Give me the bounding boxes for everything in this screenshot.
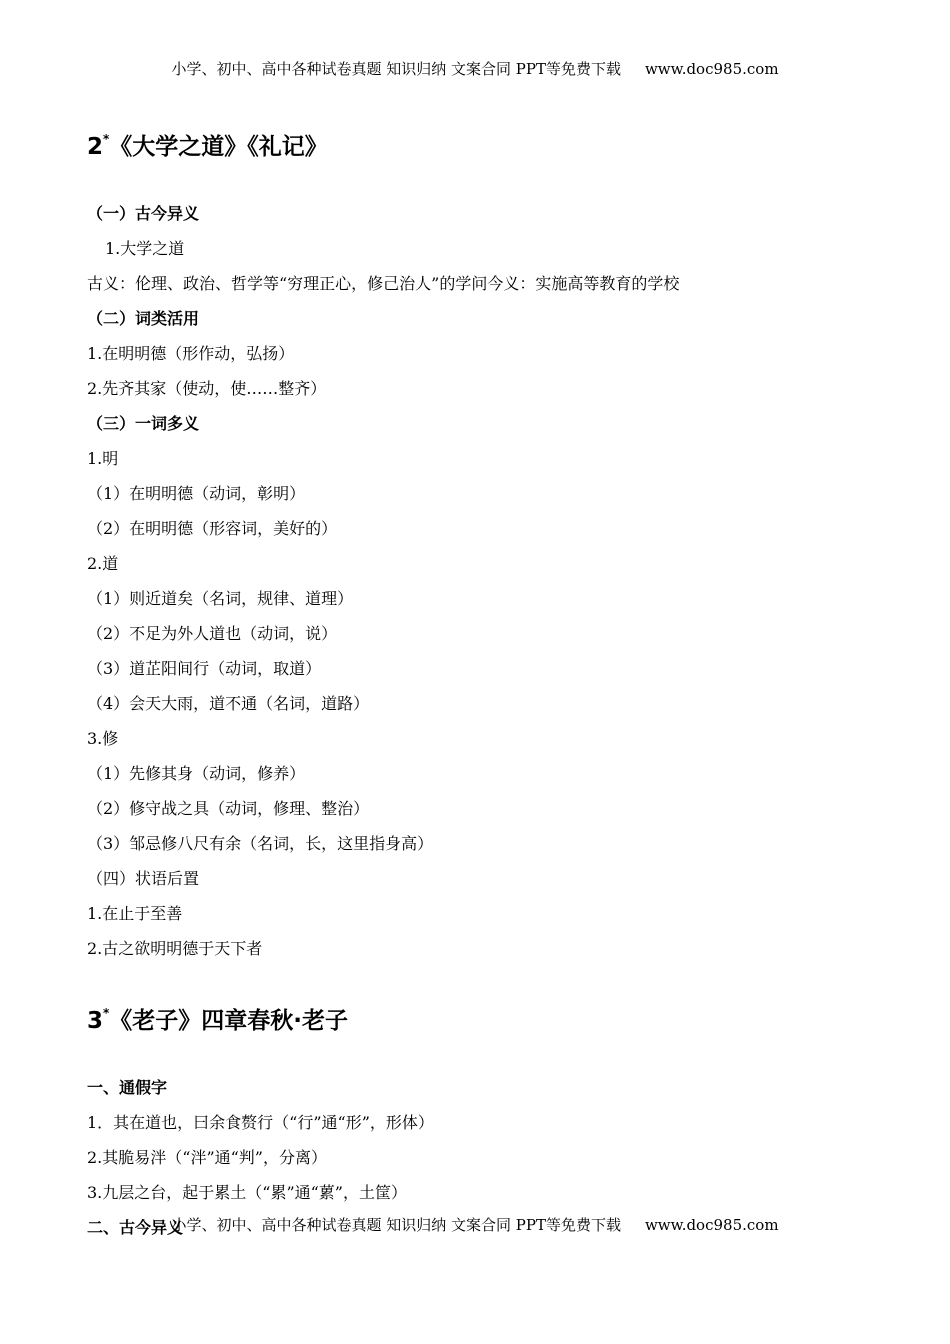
footer-text: 小学、初中、高中各种试卷真题 知识归纳 文案合同 PPT等免费下载 [171,1216,621,1234]
text-line: （四）状语后置 [87,869,200,888]
text-line: 1.明 [87,449,119,468]
text-line: 3.九层之台，起于累土（“累”通“蔂”，土筐） [87,1183,407,1202]
section-number: 3 [87,1008,104,1034]
subheading: （三）一词多义 [87,414,200,433]
header-site-link[interactable]: www.doc985.com [644,60,779,78]
page-footer [0,1214,950,1235]
text-line: （2）不足为外人道也（动词，说） [87,624,338,643]
section-title [87,132,887,162]
asterisk-mark: * [103,1006,110,1020]
text-line: 1.在止于至善 [87,904,183,923]
text-line: 1．其在道也，曰余食赘行（“行”通“形”，形体） [87,1113,434,1132]
text-line: 3.修 [87,729,119,748]
text-line: （1）先修其身（动词，修养） [87,764,306,783]
subheading: （一）古今异义 [87,204,200,223]
section-lines [87,196,887,966]
text-line: （1）则近道矣（名词，规律、道理） [87,589,354,608]
text-line: 1.在明明德（形作动，弘扬） [87,344,295,363]
section-title-text: 《大学之道》《礼记》 [109,134,328,160]
text-line: 2.道 [87,554,119,573]
section-number: 2 [87,134,104,160]
text-line: 1.大学之道 [105,239,185,258]
text-line: （4）会天大雨，道不通（名词，道路） [87,694,370,713]
page-header [0,58,950,79]
text-line: （2）修守战之具（动词，修理、整治） [87,799,370,818]
header-text: 小学、初中、高中各种试卷真题 知识归纳 文案合同 PPT等免费下载 [171,60,621,78]
subheading: （二）词类活用 [87,309,200,328]
asterisk-mark: * [103,132,110,146]
text-line: 2.先齐其家（使动，使……整齐） [87,379,327,398]
subheading: 一、通假字 [87,1078,168,1097]
subheading: 二、古今异义 [87,1218,184,1237]
section-title [87,1006,887,1036]
text-line: 古义：伦理、政治、哲学等“穷理正心，修己治人”的学问今义：实施高等教育的学校 [87,274,680,293]
text-line: （3）邹忌修八尺有余（名词，长，这里指身高） [87,834,434,853]
text-line: 2.其脆易泮（“泮”通“判”，分离） [87,1148,327,1167]
footer-site-link[interactable]: www.doc985.com [644,1216,779,1234]
text-line: （1）在明明德（动词，彰明） [87,484,306,503]
text-line: 2.古之欲明明德于天下者 [87,939,263,958]
document-body [87,132,887,1245]
section-title-text: 《老子》四章春秋·老子 [109,1008,349,1034]
text-line: （3）道芷阳间行（动词，取道） [87,659,322,678]
text-line: （2）在明明德（形容词，美好的） [87,519,338,538]
